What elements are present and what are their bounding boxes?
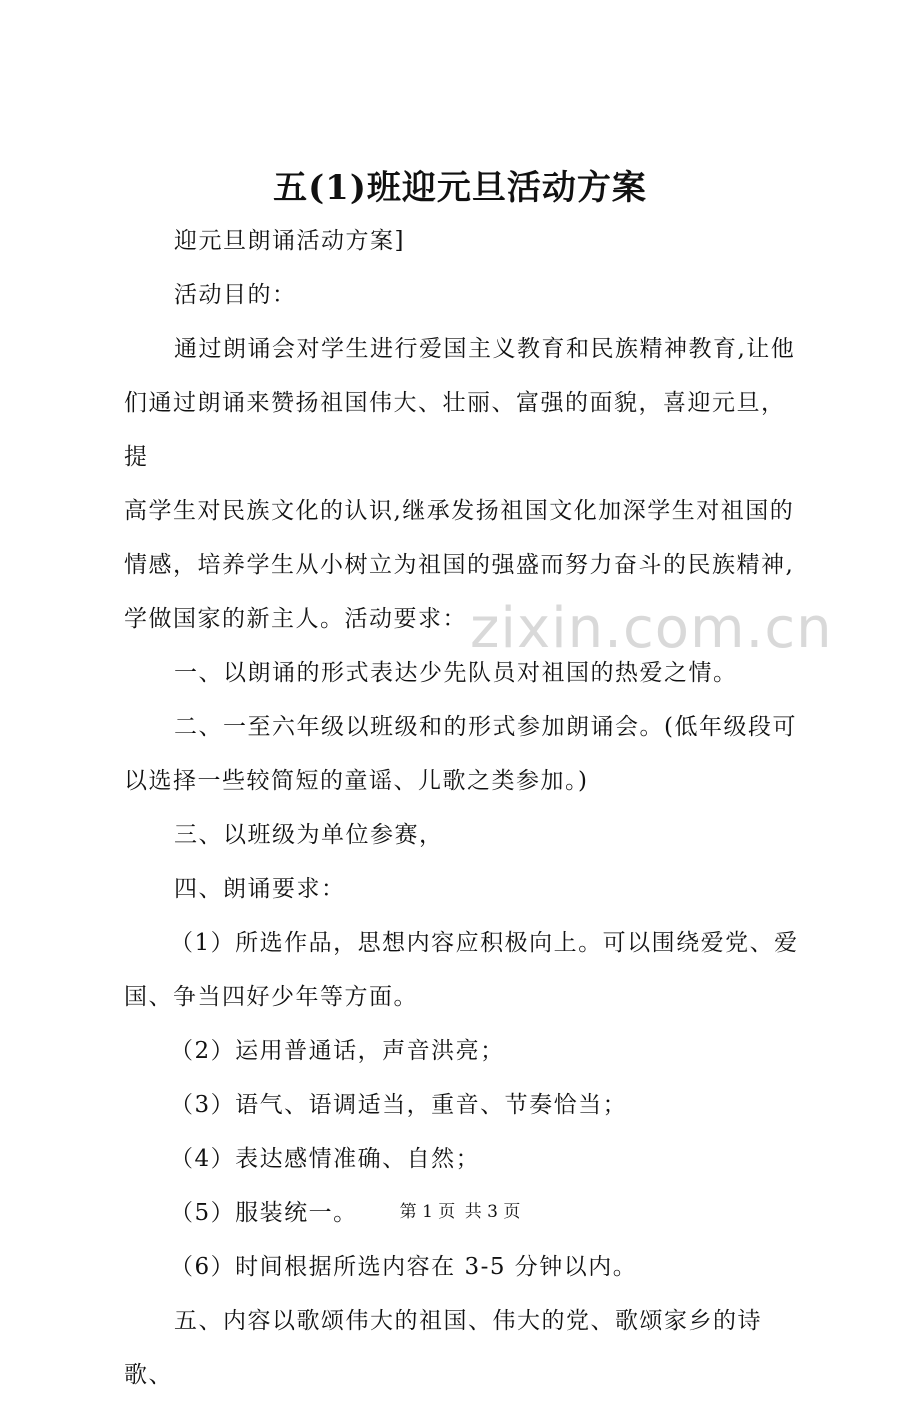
paragraph-requirement-4: 四、朗诵要求： (174, 876, 346, 902)
paragraph-subtitle: 迎元旦朗诵活动方案] (174, 228, 405, 254)
text-line: 通过朗诵会对学生进行爱国主义教育和民族精神教育,让他 (174, 336, 796, 362)
paragraph-purpose (124, 322, 800, 646)
text-line: 高学生对民族文化的认识,继承发扬祖国文化加深学生对祖国的 (124, 498, 795, 524)
text-line: 们通过朗诵来赞扬祖国伟大、壮丽、富强的面貌，喜迎元旦，提 (124, 390, 786, 470)
text-line: 学做国家的新主人。活动要求： (124, 606, 467, 632)
paragraph-requirement-2 (124, 700, 800, 808)
paragraph-purpose-heading: 活动目的： (174, 282, 297, 308)
list-item-5: （5）服装统一。 (170, 1200, 358, 1226)
watermark: zixin.com.cn (470, 596, 833, 661)
list-item-2: （2）运用普通话，声音洪亮； (170, 1038, 505, 1064)
list-item-6: （6）时间根据所选内容在 3-5 分钟以内。 (170, 1254, 638, 1280)
text-line: 以选择一些较简短的童谣、儿歌之类参加。) (124, 768, 589, 794)
list-item-3: （3）语气、语调适当，重音、节奏恰当； (170, 1092, 628, 1118)
list-item-1 (124, 916, 800, 1024)
text-line: 国、争当四好少年等方面。 (124, 984, 418, 1010)
paragraph-requirement-3: 三、以班级为单位参赛， (174, 822, 444, 848)
list-item-4: （4）表达感情准确、自然； (170, 1146, 481, 1172)
page-footer (0, 1200, 920, 1224)
text-line: 情感，培养学生从小树立为祖国的强盛而努力奋斗的民族精神, (124, 552, 795, 578)
document-title: 五(1)班迎元旦活动方案 (273, 168, 647, 208)
page-number: 第 1 页 (399, 1202, 456, 1222)
paragraph-requirement-5: 五、内容以歌颂伟大的祖国、伟大的党、歌颂家乡的诗歌、 (124, 1308, 762, 1388)
page-total: 共 3 页 (464, 1202, 521, 1222)
text-line: （1）所选作品，思想内容应积极向上。可以围绕爱党、爱 (170, 930, 799, 956)
paragraph-requirement-1: 一、以朗诵的形式表达少先队员对祖国的热爱之情。 (174, 660, 738, 686)
text-line: 二、一至六年级以班级和的形式参加朗诵会。(低年级段可 (174, 714, 797, 740)
